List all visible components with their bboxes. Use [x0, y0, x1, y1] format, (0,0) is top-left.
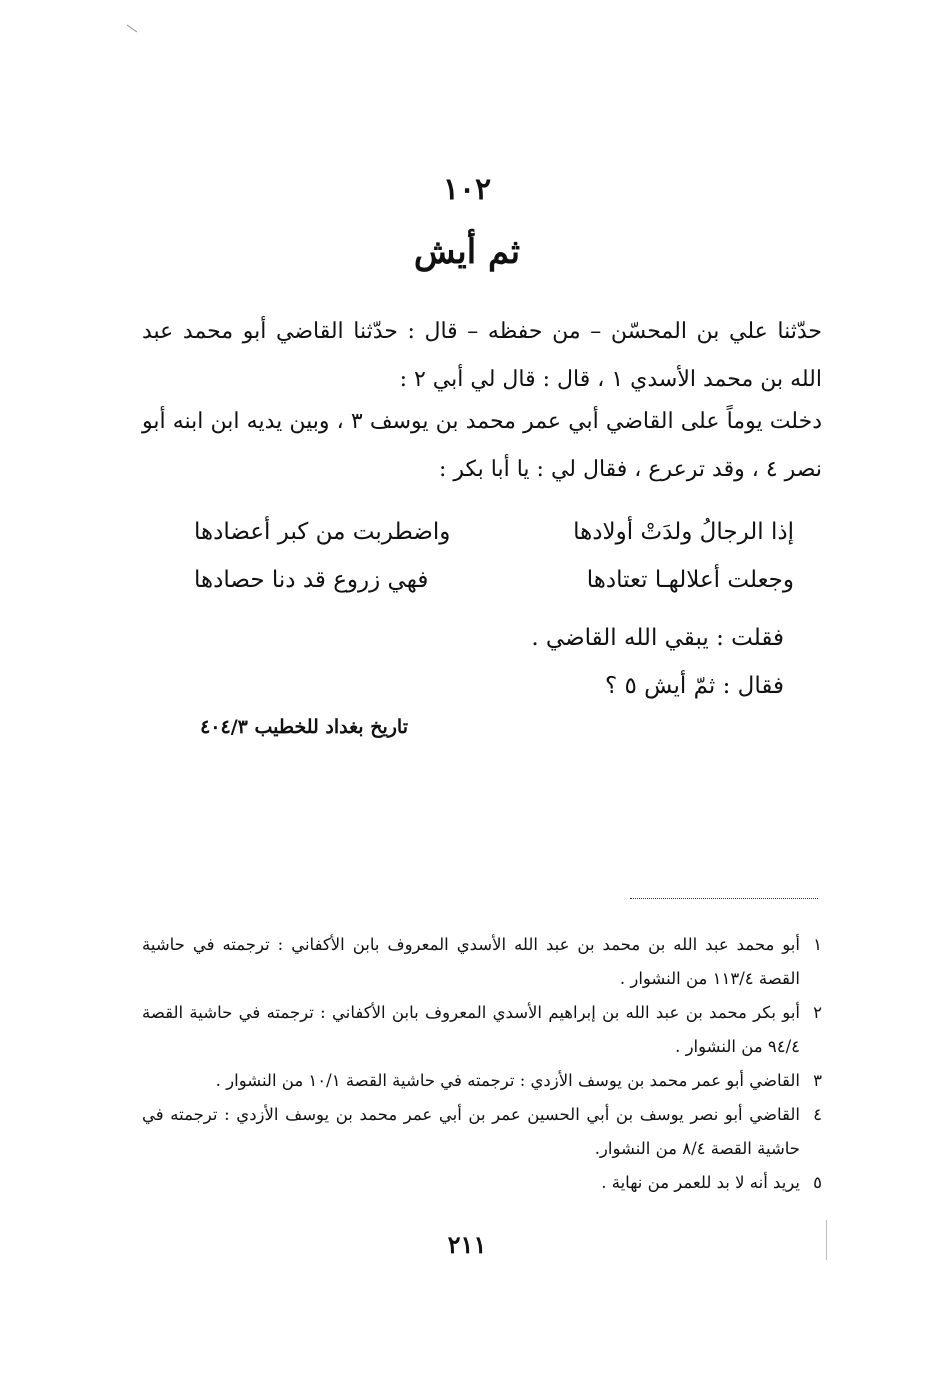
- verse-hemistich-2: واضطربت من كبر أعضادها: [194, 519, 451, 545]
- closing-line-1: فقلت : يبقي الله القاضي .: [531, 625, 784, 651]
- verse-line-2: [194, 556, 794, 604]
- scan-mark: [127, 25, 137, 33]
- closing-line-2: فقال : ثمّ أيش ٥ ؟: [604, 673, 784, 699]
- verse-hemistich-1: إذا الرجالُ ولدَتْ أولادها: [573, 519, 794, 545]
- footnote: [142, 1064, 822, 1098]
- footnote-number: ٤: [813, 1105, 822, 1124]
- footnote-text: يريد أنه لا بد للعمر من نهاية .: [601, 1173, 800, 1192]
- page-number: ٢١١: [447, 1230, 487, 1259]
- closing-dialogue: [284, 614, 784, 710]
- footnote: [142, 1098, 822, 1166]
- paragraph-1: حدّثنا علي بن المحسّن – من حفظه – قال : حدّثنا القاضي أبو محمد عبد الله بن محمد الأسدي ١ ، قال : قال لي أبي ٢ :: [142, 319, 822, 392]
- footnote: [142, 928, 822, 996]
- verse-line-1: [194, 508, 794, 556]
- source-citation: تاريخ بغداد للخطيب ٤٠٤/٣: [200, 716, 408, 738]
- footnote: [142, 1166, 822, 1200]
- verse-hemistich-2: فهي زروع قد دنا حصادها: [194, 567, 429, 593]
- footnote-number: ٢: [813, 1003, 822, 1022]
- story-number: ١٠٢: [442, 172, 492, 207]
- footnote-number: ٣: [813, 1071, 822, 1090]
- footnote-divider: [630, 898, 818, 899]
- footnote-text: أبو محمد عبد الله بن محمد بن عبد الله الأسدي المعروف بابن الأكفاني : ترجمته في حاشية القصة ١١٣/٤ من النشوار .: [142, 935, 800, 988]
- footnote: [142, 996, 822, 1064]
- footnote-text: القاضي أبو عمر محمد بن يوسف الأزدي : ترجمته في حاشية القصة ١٠/١ من النشوار .: [215, 1071, 800, 1090]
- story-title: ثم أيش: [413, 232, 521, 272]
- footnote-text: القاضي أبو نصر يوسف بن أبي الحسين عمر بن أبي عمر محمد بن يوسف الأزدي : ترجمته في حاشية القصة ٨/٤ من النشوار.: [142, 1105, 800, 1158]
- verse-hemistich-1: وجعلت أعلالهـا تعتادها: [586, 567, 794, 593]
- footnotes: [142, 928, 822, 1200]
- footnote-text: أبو بكر محمد بن عبد الله بن إبراهيم الأسدي المعروف بابن الأكفاني : ترجمته في حاشية القصة ٩٤/٤ من النشوار .: [142, 1003, 800, 1056]
- paragraph-2: دخلت يوماً على القاضي أبي عمر محمد بن يوسف ٣ ، وبين يديه ابن ابنه أبو نصر ٤ ، وقد ترعرع ، فقال لي : يا أبا بكر :: [142, 409, 822, 482]
- footnote-number: ١: [813, 935, 822, 954]
- poem-verse: [194, 508, 794, 604]
- footnote-number: ٥: [813, 1173, 822, 1192]
